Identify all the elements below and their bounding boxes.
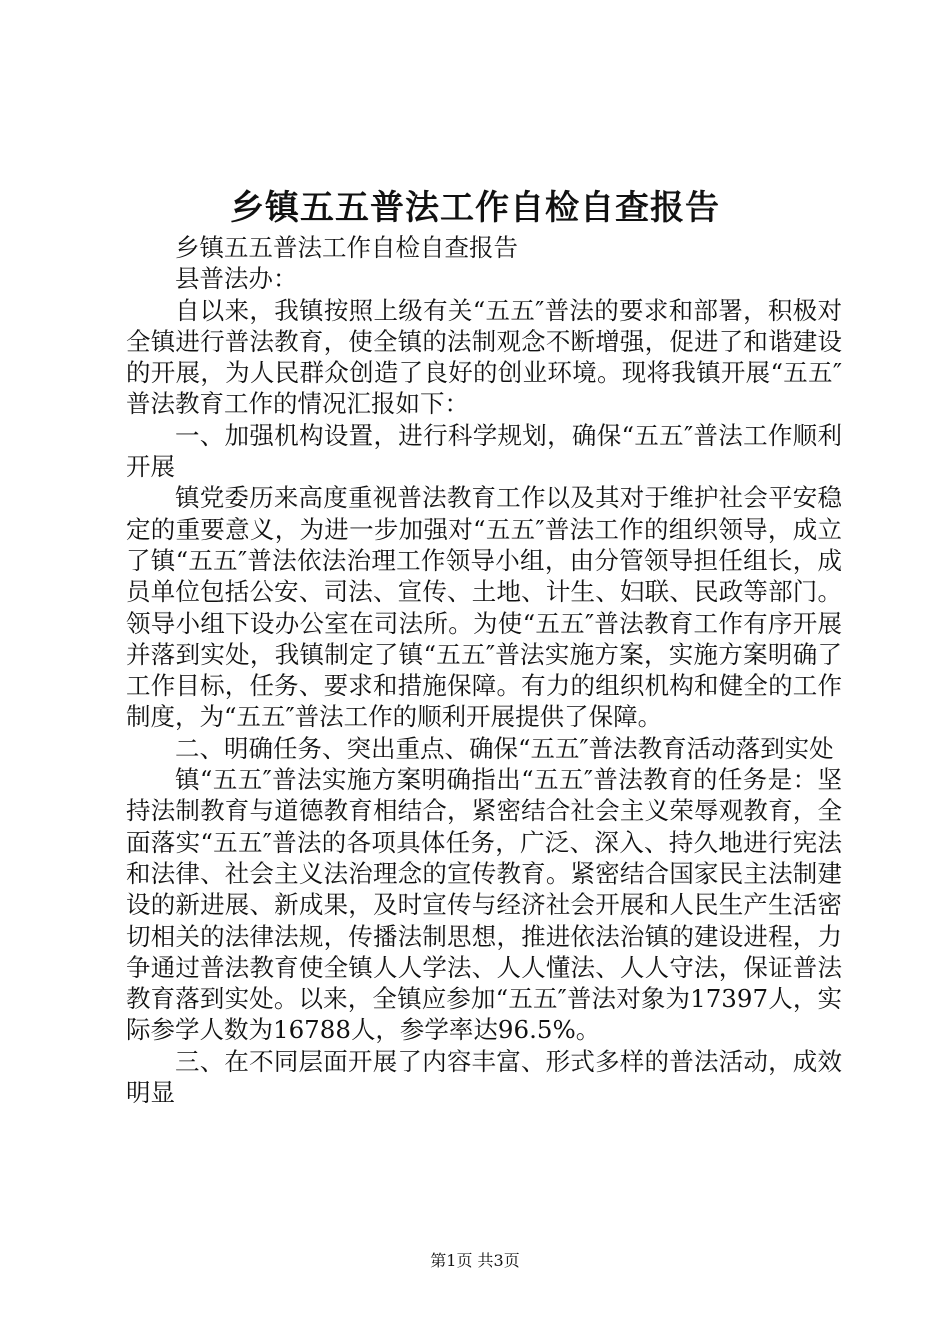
paragraph-subtitle: 乡镇五五普法工作自检自查报告 [175,233,518,262]
paragraph-section-2: 镇“五五″普法实施方案明确指出“五五″普法教育的任务是：坚持法制教育与道德教育相结合，紧密结合社会主义荣辱观教育，全面落实“五五″普法的各项具体任务，广泛、深入、持久地进行宪法和法律、社会主义法治理念的宣传教育。紧密结合国家民主法制建设的新进展、新成果，及时宣传与经济社会开展和人民生产生活密切相关的法律法规，传播法制思想，推进依法治镇的建设进程，力争通过普法教育使全镇人人学法、人人懂法、人人守法，保证普法教育落到实处。以来，全镇应参加“五五″普法对象为17397人，实际参学人数为16788人，参学率达96.5%。 [126,765,842,1045]
paragraph-intro: 自以来，我镇按照上级有关“五五″普法的要求和部署，积极对全镇进行普法教育，使全镇的法制观念不断增强，促进了和谐建设的开展，为人民群众创造了良好的创业环境。现将我镇开展“五五″普法教育工作的情况汇报如下： [126,295,842,419]
document-title: 乡镇五五普法工作自检自查报告 [230,188,720,228]
paragraph-section-1: 镇党委历来高度重视普法教育工作以及其对于维护社会平安稳定的重要意义，为进一步加强对“五五″普法工作的组织领导，成立了镇“五五″普法依法治理工作领导小组，由分管领导担任组长，成员单位包括公安、司法、宣传、土地、计生、妇联、民政等部门。领导小组下设办公室在司法所。为使“五五″普法教育工作有序开展并落到实处，我镇制定了镇“五五″普法实施方案，实施方案明确了工作目标，任务、要求和措施保障。有力的组织机构和健全的工作制度，为“五五″普法工作的顺利开展提供了保障。 [126,483,842,732]
paragraph-addressee: 县普法办： [175,264,298,294]
section-heading-2: 二、明确任务、突出重点、确保“五五″普法教育活动落到实处 [175,733,834,763]
page-footer: 第1页 共3页 [430,1251,520,1270]
document-body [126,232,842,1108]
section-heading-1: 一、加强机构设置，进行科学规划，确保“五五″普法工作顺利开展 [126,420,842,482]
section-heading-3: 三、在不同层面开展了内容丰富、形式多样的普法活动，成效明显 [126,1046,842,1108]
